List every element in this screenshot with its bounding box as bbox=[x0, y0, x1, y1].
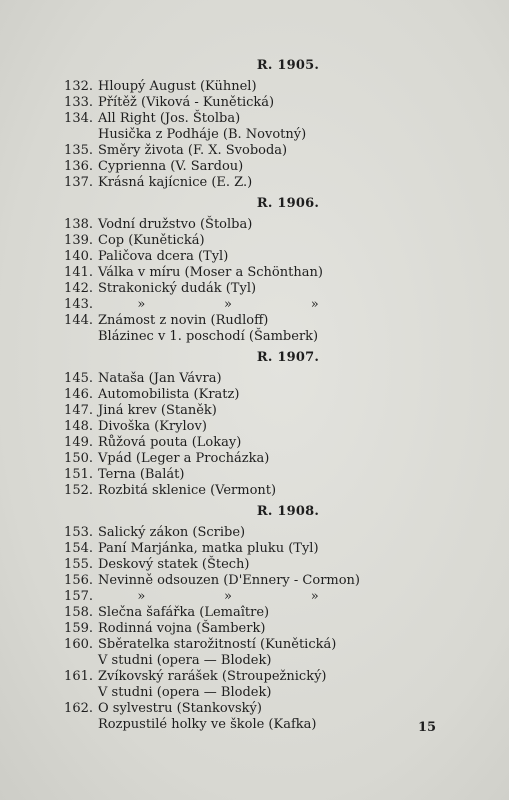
play-title: Vpád (Leger a Procházka) bbox=[98, 451, 270, 466]
play-title: Strakonický dudák (Tyl) bbox=[98, 281, 257, 296]
entry-text bbox=[98, 143, 457, 159]
entry-text bbox=[98, 419, 457, 435]
entry-number: 145. bbox=[64, 371, 93, 386]
entry-text bbox=[98, 159, 457, 175]
entry-number: 158. bbox=[64, 605, 93, 620]
entry-text bbox=[98, 95, 457, 111]
list-item bbox=[57, 175, 457, 191]
play-title: Vodní družstvo (Štolba) bbox=[98, 217, 253, 232]
play-title: Cop (Kunětická) bbox=[98, 233, 205, 248]
year-section bbox=[57, 350, 457, 499]
year-section bbox=[57, 196, 457, 345]
entry-number: 141. bbox=[64, 265, 93, 280]
play-title: Terna (Balát) bbox=[98, 467, 185, 482]
entry-number: 151. bbox=[64, 467, 93, 482]
entry-text bbox=[98, 451, 457, 467]
entry-text bbox=[98, 233, 457, 249]
list-item bbox=[57, 669, 457, 701]
entry-number: 154. bbox=[64, 541, 93, 556]
play-title: Divoška (Krylov) bbox=[98, 419, 207, 434]
list-item bbox=[57, 605, 457, 621]
entry-number: 134. bbox=[64, 111, 93, 126]
entry-text bbox=[98, 217, 457, 233]
play-title: Rodinná vojna (Šamberk) bbox=[98, 621, 266, 636]
entry-number: 142. bbox=[64, 281, 93, 296]
play-title: All Right (Jos. Štolba) bbox=[98, 111, 241, 126]
entry-text bbox=[98, 669, 457, 701]
play-title: Nataša (Jan Vávra) bbox=[98, 371, 222, 386]
entry-text bbox=[98, 701, 457, 733]
entry-number: 139. bbox=[64, 233, 93, 248]
entry-text bbox=[98, 403, 457, 419]
ditto-mark: » bbox=[224, 297, 232, 312]
play-title: Růžová pouta (Lokay) bbox=[98, 435, 242, 450]
list-item bbox=[57, 573, 457, 589]
list-item bbox=[57, 95, 457, 111]
entry-text bbox=[98, 79, 457, 95]
play-title-continuation: V studni (opera — Blodek) bbox=[98, 653, 272, 668]
entry-number: 135. bbox=[64, 143, 93, 158]
list-item bbox=[57, 541, 457, 557]
list-item bbox=[57, 467, 457, 483]
ditto-marks bbox=[98, 589, 358, 605]
play-title: Salický zákon (Scribe) bbox=[98, 525, 246, 540]
entry-number: 162. bbox=[64, 701, 93, 716]
list-item bbox=[57, 701, 457, 733]
play-title: Směry života (F. X. Svoboda) bbox=[98, 143, 288, 158]
entry-number: 143. bbox=[64, 297, 93, 312]
entry-text bbox=[98, 525, 457, 541]
play-title: Známost z novin (Rudloff) bbox=[98, 313, 269, 328]
entry-text bbox=[98, 605, 457, 621]
ditto-marks bbox=[98, 297, 358, 313]
entry-number: 160. bbox=[64, 637, 93, 652]
play-title-continuation: Husička z Podháje (B. Novotný) bbox=[98, 127, 307, 142]
play-title: Rozbitá sklenice (Vermont) bbox=[98, 483, 277, 498]
list-item bbox=[57, 159, 457, 175]
entry-number: 138. bbox=[64, 217, 93, 232]
entry-text bbox=[98, 589, 457, 605]
entry-number: 148. bbox=[64, 419, 93, 434]
entry-text bbox=[98, 281, 457, 297]
entry-number: 147. bbox=[64, 403, 93, 418]
play-title: Cyprienna (V. Sardou) bbox=[98, 159, 244, 174]
entry-number: 136. bbox=[64, 159, 93, 174]
list-item bbox=[57, 621, 457, 637]
entry-number: 137. bbox=[64, 175, 93, 190]
play-title: Paličova dcera (Tyl) bbox=[98, 249, 229, 264]
entry-number: 140. bbox=[64, 249, 93, 264]
play-title: O sylvestru (Stankovský) bbox=[98, 701, 262, 716]
entry-number: 150. bbox=[64, 451, 93, 466]
entry-number: 132. bbox=[64, 79, 93, 94]
ditto-mark: » bbox=[310, 589, 319, 604]
play-title: Hloupý August (Kühnel) bbox=[98, 79, 257, 94]
list-item bbox=[57, 451, 457, 467]
entry-number: 149. bbox=[64, 435, 93, 450]
page-number: 15 bbox=[418, 720, 437, 735]
play-title-continuation: Blázinec v 1. poschodí (Šamberk) bbox=[98, 329, 319, 344]
list-item bbox=[57, 387, 457, 403]
year-heading: R. 1906. bbox=[256, 196, 320, 211]
play-title: Zvíkovský rarášek (Stroupežnický) bbox=[98, 669, 327, 684]
entry-number: 161. bbox=[64, 669, 93, 684]
play-title: Válka v míru (Moser a Schönthan) bbox=[98, 265, 323, 280]
entry-text bbox=[98, 371, 457, 387]
list-item bbox=[57, 435, 457, 451]
entry-text bbox=[98, 175, 457, 191]
entry-text bbox=[98, 265, 457, 281]
entry-text bbox=[98, 313, 457, 345]
entry-text bbox=[98, 483, 457, 499]
play-title: Jiná krev (Staněk) bbox=[98, 403, 217, 418]
play-title: Deskový statek (Štech) bbox=[98, 557, 250, 572]
list-item bbox=[57, 79, 457, 95]
play-title: Přítěž (Viková - Kunětická) bbox=[98, 95, 275, 110]
entry-number: 146. bbox=[64, 387, 93, 402]
play-title: Nevinně odsouzen (D'Ennery - Cormon) bbox=[98, 573, 361, 588]
year-heading: R. 1905. bbox=[256, 58, 320, 73]
list-item bbox=[57, 297, 457, 313]
entry-text bbox=[98, 249, 457, 265]
play-title: Krásná kajícnice (E. Z.) bbox=[98, 175, 253, 190]
list-item bbox=[57, 419, 457, 435]
list-item bbox=[57, 557, 457, 573]
ditto-mark: » bbox=[137, 297, 146, 312]
play-title: Paní Marjánka, matka pluku (Tyl) bbox=[98, 541, 319, 556]
play-title: Sběratelka starožitností (Kunětická) bbox=[98, 637, 337, 652]
entry-text bbox=[98, 387, 457, 403]
entry-number: 155. bbox=[64, 557, 93, 572]
list-item bbox=[57, 637, 457, 669]
list-item bbox=[57, 525, 457, 541]
year-section bbox=[57, 504, 457, 733]
entry-number: 159. bbox=[64, 621, 93, 636]
ditto-mark: » bbox=[310, 297, 319, 312]
play-title-continuation: V studni (opera — Blodek) bbox=[98, 685, 272, 700]
repertoire-list bbox=[57, 58, 457, 738]
play-title-continuation: Rozpustilé holky ve škole (Kafka) bbox=[98, 717, 317, 732]
entry-text bbox=[98, 573, 457, 589]
year-section bbox=[57, 58, 457, 191]
entry-text bbox=[98, 541, 457, 557]
entry-text bbox=[98, 111, 457, 143]
play-title: Automobilista (Kratz) bbox=[98, 387, 240, 402]
entry-number: 133. bbox=[64, 95, 93, 110]
entry-number: 153. bbox=[64, 525, 93, 540]
entry-number: 156. bbox=[64, 573, 93, 588]
list-item bbox=[57, 217, 457, 233]
year-heading: R. 1907. bbox=[256, 350, 320, 365]
play-title: Slečna šafářka (Lemaître) bbox=[98, 605, 270, 620]
list-item bbox=[57, 249, 457, 265]
entry-text bbox=[98, 467, 457, 483]
list-item bbox=[57, 143, 457, 159]
entry-text bbox=[98, 637, 457, 669]
ditto-mark: » bbox=[137, 589, 146, 604]
list-item bbox=[57, 313, 457, 345]
entry-number: 157. bbox=[64, 589, 93, 604]
entry-text bbox=[98, 557, 457, 573]
year-heading: R. 1908. bbox=[256, 504, 320, 519]
list-item bbox=[57, 403, 457, 419]
entry-text bbox=[98, 435, 457, 451]
list-item bbox=[57, 111, 457, 143]
list-item bbox=[57, 265, 457, 281]
entry-text bbox=[98, 297, 457, 313]
ditto-mark: » bbox=[224, 589, 232, 604]
list-item bbox=[57, 589, 457, 605]
list-item bbox=[57, 483, 457, 499]
entry-number: 152. bbox=[64, 483, 93, 498]
entry-number: 144. bbox=[64, 313, 93, 328]
list-item bbox=[57, 233, 457, 249]
list-item bbox=[57, 281, 457, 297]
list-item bbox=[57, 371, 457, 387]
entry-text bbox=[98, 621, 457, 637]
